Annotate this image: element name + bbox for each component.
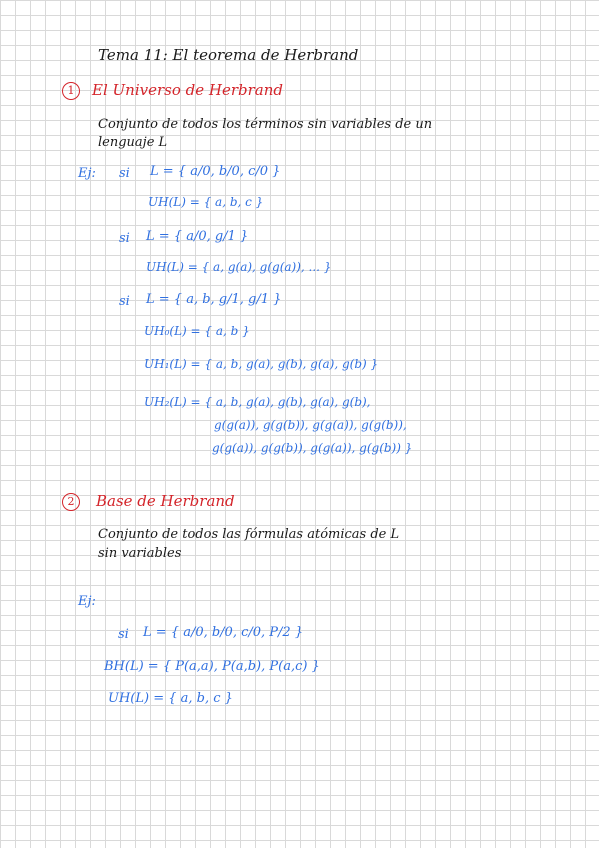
example-result: UH(L) = { a, b, c } xyxy=(148,195,264,209)
section-number-2: 2 xyxy=(62,493,80,511)
example-condition: si xyxy=(119,294,130,309)
example-result: g(g(a)), g(g(b)), g(g(a)), g(g(b)) } xyxy=(212,441,413,455)
example-language: L = { a/0, g/1 } xyxy=(146,229,249,244)
example-language: L = { a, b, g/1, g/1 } xyxy=(146,292,282,307)
definition-line-1: Conjunto de todos las fórmulas atómicas de L xyxy=(98,527,400,542)
definition-line-2: lenguaje L xyxy=(98,135,168,150)
section-heading-universo: El Universo de Herbrand xyxy=(92,81,283,99)
example-label: Ej: xyxy=(78,594,96,609)
example-result: g(g(a)), g(g(b)), g(g(a)), g(g(b)), xyxy=(214,418,407,432)
definition-line-2: sin variables xyxy=(98,546,182,561)
example-result: UH(L) = { a, g(a), g(g(a)), ... } xyxy=(146,260,332,274)
definition-line-1: Conjunto de todos los términos sin variables de un xyxy=(98,117,433,132)
example-condition: si xyxy=(118,627,129,642)
example-language: L = { a/0, b/0, c/0, P/2 } xyxy=(143,625,304,640)
example-language: L = { a/0, b/0, c/0 } xyxy=(150,164,281,179)
section-number-1: 1 xyxy=(62,82,80,100)
example-condition: si xyxy=(119,166,130,181)
example-label: Ej: xyxy=(78,166,96,181)
page-title: Tema 11: El teorema de Herbrand xyxy=(98,46,359,64)
example-base-herbrand: BH(L) = { P(a,a), P(a,b), P(a,c) } xyxy=(104,659,320,674)
example-universo-herbrand: UH(L) = { a, b, c } xyxy=(108,691,233,706)
example-result: UH₂(L) = { a, b, g(a), g(b), g(a), g(b), xyxy=(144,395,371,409)
example-result: UH₁(L) = { a, b, g(a), g(b), g(a), g(b) } xyxy=(144,357,379,371)
section-heading-base: Base de Herbrand xyxy=(96,492,235,510)
example-condition: si xyxy=(119,231,130,246)
example-result: UH₀(L) = { a, b } xyxy=(144,324,250,338)
